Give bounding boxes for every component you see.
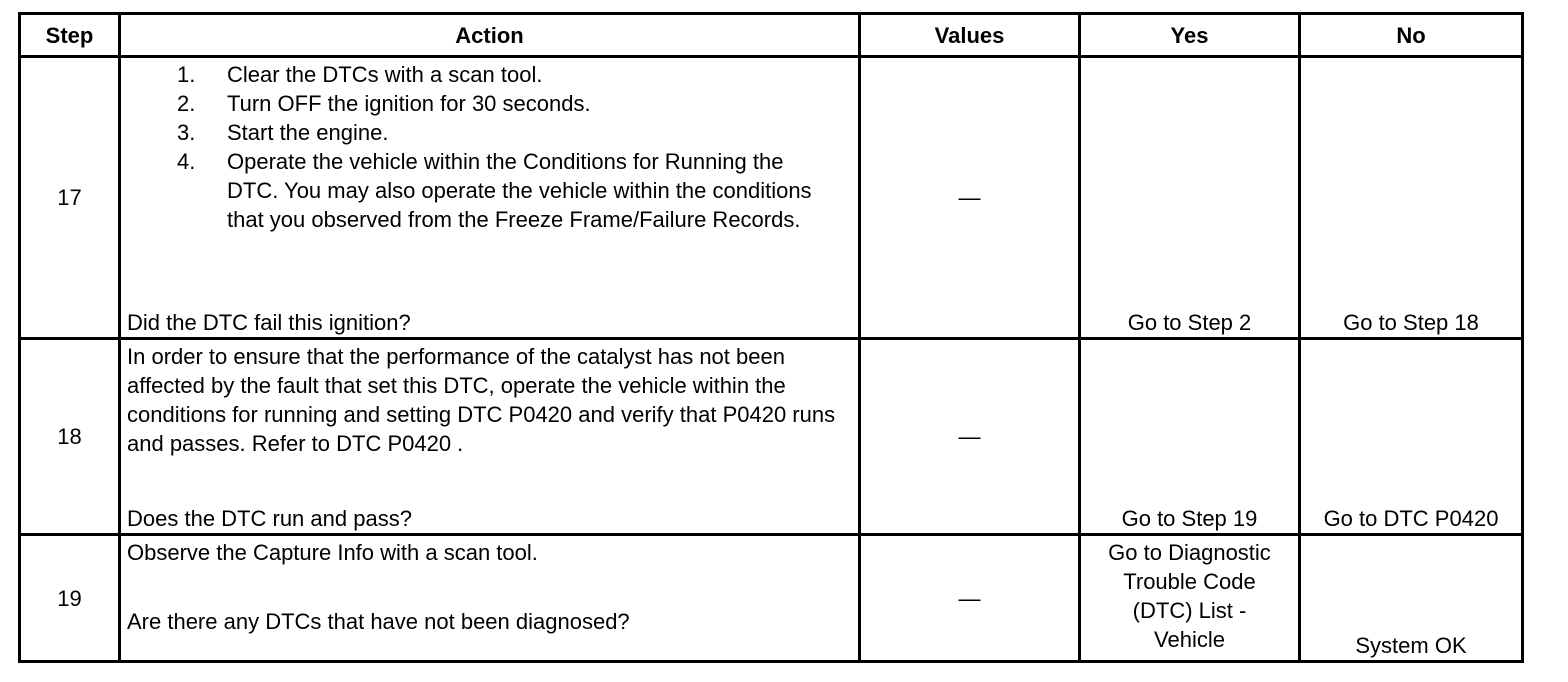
values-cell: — [860,339,1080,535]
table-row [20,339,1523,535]
table-row [20,57,1523,339]
header-row [20,14,1523,57]
action-question: Did the DTC fail this ignition? [127,310,411,335]
header-yes: Yes [1080,14,1300,57]
action-text: In order to ensure that the performance of the catalyst has not been affected by the fault that set this DTC, operate the vehicle within the conditions for running and setting DTC P0420 and verify that P0420 runs and passes. Refer to DTC P0420 . [127,344,836,456]
action-cell [120,339,860,535]
values-cell: — [860,535,1080,662]
header-step: Step [20,14,120,57]
list-item: 2. Turn OFF the ignition for 30 seconds. [177,91,591,116]
no-link[interactable]: System OK [1355,633,1467,658]
no-link[interactable]: Go to DTC P0420 [1323,506,1499,531]
list-item: 3. Start the engine. [177,120,389,145]
yes-link[interactable]: Go to Diagnostic Trouble Code (DTC) List - Vehicle [1108,540,1271,652]
values-cell: — [860,57,1080,339]
yes-link[interactable]: Go to Step 19 [1121,506,1258,531]
step-number: 17 [20,57,120,339]
header-values: Values [860,14,1080,57]
step-number: 18 [20,339,120,535]
no-cell [1300,57,1523,339]
step-number: 19 [20,535,120,662]
table-row [20,535,1523,662]
yes-cell [1080,339,1300,535]
no-cell [1300,535,1523,662]
action-text: Observe the Capture Info with a scan tool. [127,540,538,565]
no-cell [1300,339,1523,535]
yes-cell [1080,57,1300,339]
list-item: 1. Clear the DTCs with a scan tool. [177,62,543,87]
header-action: Action [120,14,860,57]
list-item: 4. Operate the vehicle within the Conditions for Running the DTC. You may also operate the vehicle within the conditions that you observed from the Freeze Frame/Failure Records. [177,149,812,232]
action-steps-list [127,60,850,234]
header-no: No [1300,14,1523,57]
action-question: Are there any DTCs that have not been diagnosed? [127,609,630,634]
no-link[interactable]: Go to Step 18 [1343,310,1479,335]
yes-cell [1080,535,1300,662]
action-cell [120,535,860,662]
yes-link[interactable]: Go to Step 2 [1127,310,1252,335]
diagnostic-table [18,12,1524,663]
action-question: Does the DTC run and pass? [127,506,412,531]
action-cell [120,57,860,339]
